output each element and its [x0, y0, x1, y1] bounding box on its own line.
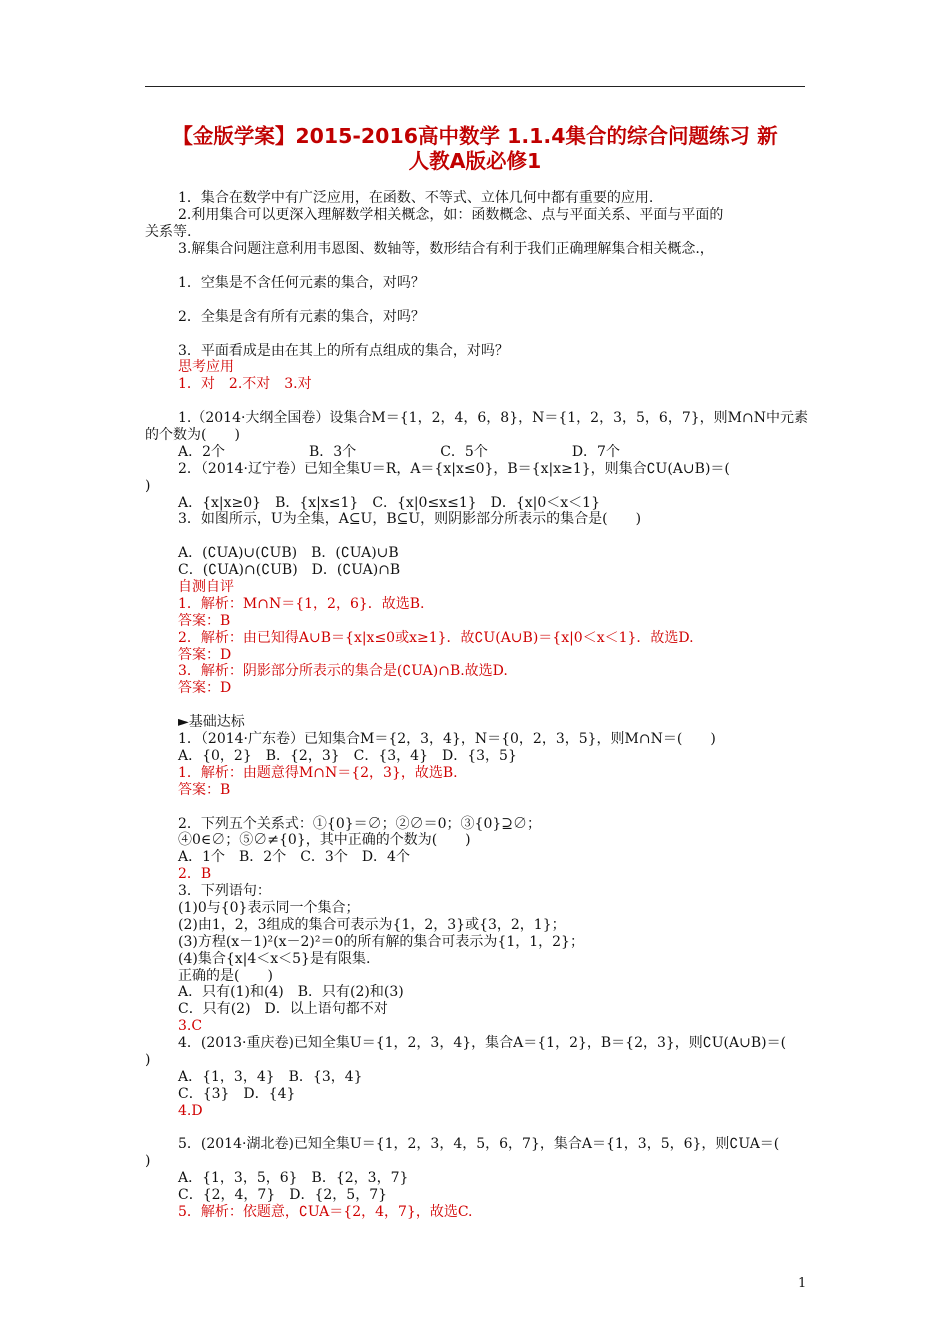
basic-q3-statement-2: (2)由1，2，3组成的集合可表示为{1，2，3}或{3，2，1}； — [178, 917, 566, 933]
selftest-answer-2: 答案：D — [178, 647, 232, 663]
think-q1: 1．空集是不含任何元素的集合，对吗？ — [178, 275, 425, 291]
selftest-q3-options-cd: C．(∁UA)∩(∁UB) D．(∁UA)∩B — [178, 562, 401, 578]
title-line-1: 【金版学案】2015-2016高中数学 1.1.4集合的综合问题练习 新 — [172, 124, 778, 148]
basic-heading: ►基础达标 — [178, 714, 245, 730]
selftest-solution-2: 2．解析：由已知得A∪B＝{x|x≤0或x≥1}．故∁U(A∪B)＝{x|0＜x＜1}．故选D. — [178, 630, 694, 646]
selftest-q1-cont: 的个数为( ) — [145, 427, 240, 443]
think-q3: 3．平面看成是由在其上的所有点组成的集合，对吗？ — [178, 343, 509, 359]
selftest-q2: 2．（2014·辽宁卷）已知全集U＝R，A＝{x|x≤0}，B＝{x|x≥1}，则集合∁U(A∪B)＝( — [178, 461, 730, 477]
header-rule — [145, 86, 805, 87]
basic-answer-3: 3.C — [178, 1018, 203, 1034]
basic-q4-options-ab: A．{1，3，4} B．{3，4} — [178, 1069, 363, 1085]
selftest-heading: 自测自评 — [178, 579, 234, 595]
basic-q3-statement-3: (3)方程(x－1)²(x－2)²＝0的所有解的集合可表示为{1，1，2}； — [178, 934, 584, 950]
basic-q4-options-cd: C．{3} D．{4} — [178, 1086, 296, 1102]
selftest-q1: 1.（2014·大纲全国卷）设集合M＝{1，2，4，6，8}，N＝{1，2，3，5，6，7}，则M∩N中元素 — [178, 410, 808, 426]
basic-q2: 2．下列五个关系式：①{0}＝∅；②∅＝0；③{0}⊇∅； — [178, 816, 541, 832]
basic-q3-options-ab: A．只有(1)和(4) B．只有(2)和(3) — [178, 984, 404, 1000]
think-q2: 2．全集是含有所有元素的集合，对吗？ — [178, 309, 425, 325]
basic-q5-options-ab: A．{1，3，5，6} B．{2，3，7} — [178, 1170, 409, 1186]
basic-q5: 5．(2014·湖北卷)已知全集U＝{1，2，3，4，5，6，7}，集合A＝{1，3，5，6}，则∁UA＝( — [178, 1136, 780, 1152]
document-title — [145, 124, 805, 174]
basic-q1-options: A．{0，2} B．{2，3} C．{3，4} D．{3，5} — [178, 748, 517, 764]
selftest-q3: 3．如图所示，U为全集，A⊆U，B⊆U，则阴影部分所表示的集合是( ) — [178, 511, 642, 527]
basic-answer-2: 2．B — [178, 866, 212, 882]
intro-p2: 2.利用集合可以更深入理解数学相关概念，如：函数概念、点与平面关系、平面与平面的 — [178, 207, 724, 223]
basic-q3-statement-4: (4)集合{x|4＜x＜5}是有限集. — [178, 951, 371, 967]
basic-q1: 1．（2014·广东卷）已知集合M＝{2，3，4}，N＝{0，2，3，5}，则M∩N＝( ) — [178, 731, 716, 747]
selftest-q1-options: A．2个 B．3个 C．5个 D．7个 — [178, 444, 620, 460]
think-heading: 思考应用 — [178, 359, 234, 375]
selftest-answer-3: 答案：D — [178, 680, 232, 696]
intro-p3: 3.解集合问题注意利用韦恩图、数轴等，数形结合有利于我们正确理解集合相关概念.， — [178, 241, 714, 257]
basic-solution-5: 5．解析：依题意，∁UA＝{2，4，7}，故选C. — [178, 1204, 473, 1220]
think-answers: 1．对 2.不对 3.对 — [178, 376, 312, 392]
basic-q3: 3．下列语句： — [178, 883, 271, 899]
intro-p2-cont: 关系等. — [145, 224, 192, 240]
basic-q4: 4．(2013·重庆卷)已知全集U＝{1，2，3，4}，集合A＝{1，2}，B＝{2，3}，则∁U(A∪B)＝( — [178, 1035, 787, 1051]
basic-q2-options: A．1个 B．2个 C．3个 D．4个 — [178, 849, 410, 865]
basic-q3-ask: 正确的是( ) — [178, 968, 273, 984]
selftest-q2-options: A．{x|x≥0} B．{x|x≤1} C．{x|0≤x≤1} D．{x|0＜x＜1} — [178, 495, 600, 511]
basic-q4-cont: ) — [145, 1052, 151, 1068]
selftest-q3-options-ab: A．(∁UA)∪(∁UB) B．(∁UA)∪B — [178, 545, 399, 561]
selftest-solution-3: 3．解析：阴影部分所表示的集合是(∁UA)∩B.故选D. — [178, 663, 508, 679]
intro-p1: 1．集合在数学中有广泛应用，在函数、不等式、立体几何中都有重要的应用. — [178, 190, 654, 206]
basic-q3-options-cd: C．只有(2) D．以上语句都不对 — [178, 1001, 388, 1017]
selftest-q2-cont: ) — [145, 478, 151, 494]
page-number: 1 — [798, 1276, 807, 1291]
selftest-answer-1: 答案：B — [178, 613, 231, 629]
selftest-solution-1: 1．解析：M∩N＝{1，2，6}．故选B. — [178, 596, 425, 612]
basic-q3-statement-1: (1)0与{0}表示同一个集合； — [178, 900, 360, 916]
basic-solution-1: 1．解析：由题意得M∩N＝{2，3}，故选B. — [178, 765, 458, 781]
title-line-2: 人教A版必修1 — [408, 149, 542, 173]
basic-q2-cont: ④0∈∅；⑤∅≠{0}，其中正确的个数为( ) — [178, 832, 471, 848]
basic-answer-1: 答案：B — [178, 782, 231, 798]
basic-q5-options-cd: C．{2，4，7} D．{2，5，7} — [178, 1187, 388, 1203]
basic-answer-4: 4.D — [178, 1103, 203, 1119]
basic-q5-cont: ) — [145, 1153, 151, 1169]
